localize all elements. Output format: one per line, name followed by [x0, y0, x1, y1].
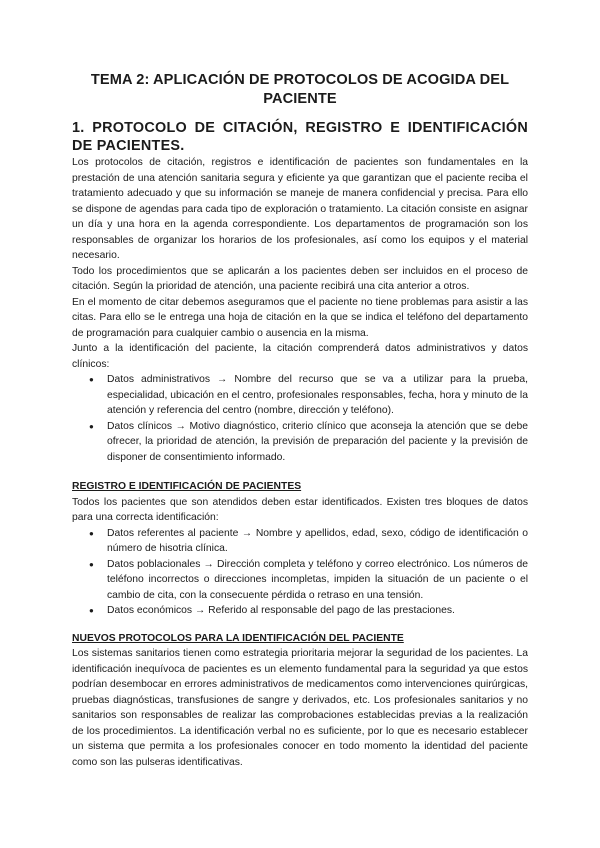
- section-1-paragraph-3: En el momento de citar debemos aseguramos que el paciente no tiene problemas para asistir a las citas. Para ello se le entrega una hoja de citación en la que se indica el teléfono del departamento de programación para cualquier cambio o ausencia en la misma.: [72, 296, 528, 339]
- section-1-paragraph-4: Junto a la identificación del paciente, la citación comprenderá datos administrativos y datos clínicos:: [72, 343, 528, 370]
- section-2-bullet-list: [72, 526, 528, 619]
- list-item: ● Datos económicos → Referido al responsable del pago de las prestaciones.: [72, 603, 528, 619]
- title-line-1: TEMA 2: APLICACIÓN DE PROTOCOLOS DE ACOGIDA DEL: [90, 72, 510, 88]
- section-1-paragraph-2: Todo los procedimientos que se aplicarán a los pacientes deben ser incluidos en el proceso de citación. Según la prioridad de atención, una paciente recibirá una cita anterior a otros.: [72, 265, 528, 292]
- title-line-2: PACIENTE: [263, 91, 337, 107]
- list-item: ● Datos clínicos → Motivo diagnóstico, criterio clínico que aconseja la atención que se debe ofrecer, la prioridad de atención, la previsión de preparación del paciente y la previsión de disponer de consentimiento informado.: [72, 419, 528, 466]
- section-2-paragraph-1: Todos los pacientes que son atendidos deben estar identificados. Existen tres bloques de datos para una correcta identificación:: [72, 496, 528, 523]
- list-item: ● Datos referentes al paciente → Nombre y apellidos, edad, sexo, código de identificación o número de hisotria clínica.: [72, 526, 528, 557]
- section-1-paragraph-1: Los protocolos de citación, registros e identificación de pacientes son fundamentales en la prestación de una atención sanitaria segura y eficiente ya que garantizan que el paciente reciba el tratamiento adecuado y que su información se maneje de manera confidencial y precisa. Para ello se dispone de agendas para cada tipo de exploración o tratamiento. La citación consiste en asignar un día y una hora en la agenda correspondiente. Los departamentos de programación son los responsables de organizar los horarios de los profesionales, así como los equipos y el material necesario.: [72, 157, 528, 261]
- document-page: [72, 0, 528, 770]
- list-item: ● Datos administrativos → Nombre del recurso que se va a utilizar para la prueba, especialidad, ubicación en el centro, profesionales responsables, fecha, hora y minuto de la atención y referencia del centro (nombre, dirección y teléfono).: [72, 372, 528, 419]
- section-3-paragraph-1: Los sistemas sanitarios tienen como estrategia prioritaria mejorar la seguridad de los pacientes. La identificación inequívoca de pacientes es un elemento fundamental para la seguridad ya que estos podrían desembocar en errores administrativos de medicamentos como intervenciones quirúrgicas, pruebas diagnósticas, transfusiones de sangre y derivados, etc. Los profesionales sanitarios y no sanitarios son responsables de realizar las comprobaciones establecidas previas a la realización de los procedimientos. La identificación verbal no es suficiente, por lo que es necesario establecer un sistema que permita a los profesionales conocer en todo momento la identidad del paciente como son las pulseras identificativas.: [72, 648, 528, 768]
- section-2-heading: REGISTRO E IDENTIFICACIÓN DE PACIENTES: [72, 481, 302, 492]
- section-1-heading: 1. PROTOCOLO DE CITACIÓN, REGISTRO E IDENTIFICACIÓN DE PACIENTES.: [72, 120, 528, 154]
- list-item: ● Datos poblacionales → Dirección completa y teléfono y correo electrónico. Los números de teléfono incorrectos o direcciones incompletas, impiden la situación de un paciente o el cambio de cita, con la consecuente pérdida o retraso en una tensión.: [72, 557, 528, 604]
- section-1-bullet-list: [72, 372, 528, 465]
- document-title: [72, 71, 528, 109]
- section-3-heading: NUEVOS PROTOCOLOS PARA LA IDENTIFICACIÓN DEL PACIENTE: [72, 632, 404, 644]
